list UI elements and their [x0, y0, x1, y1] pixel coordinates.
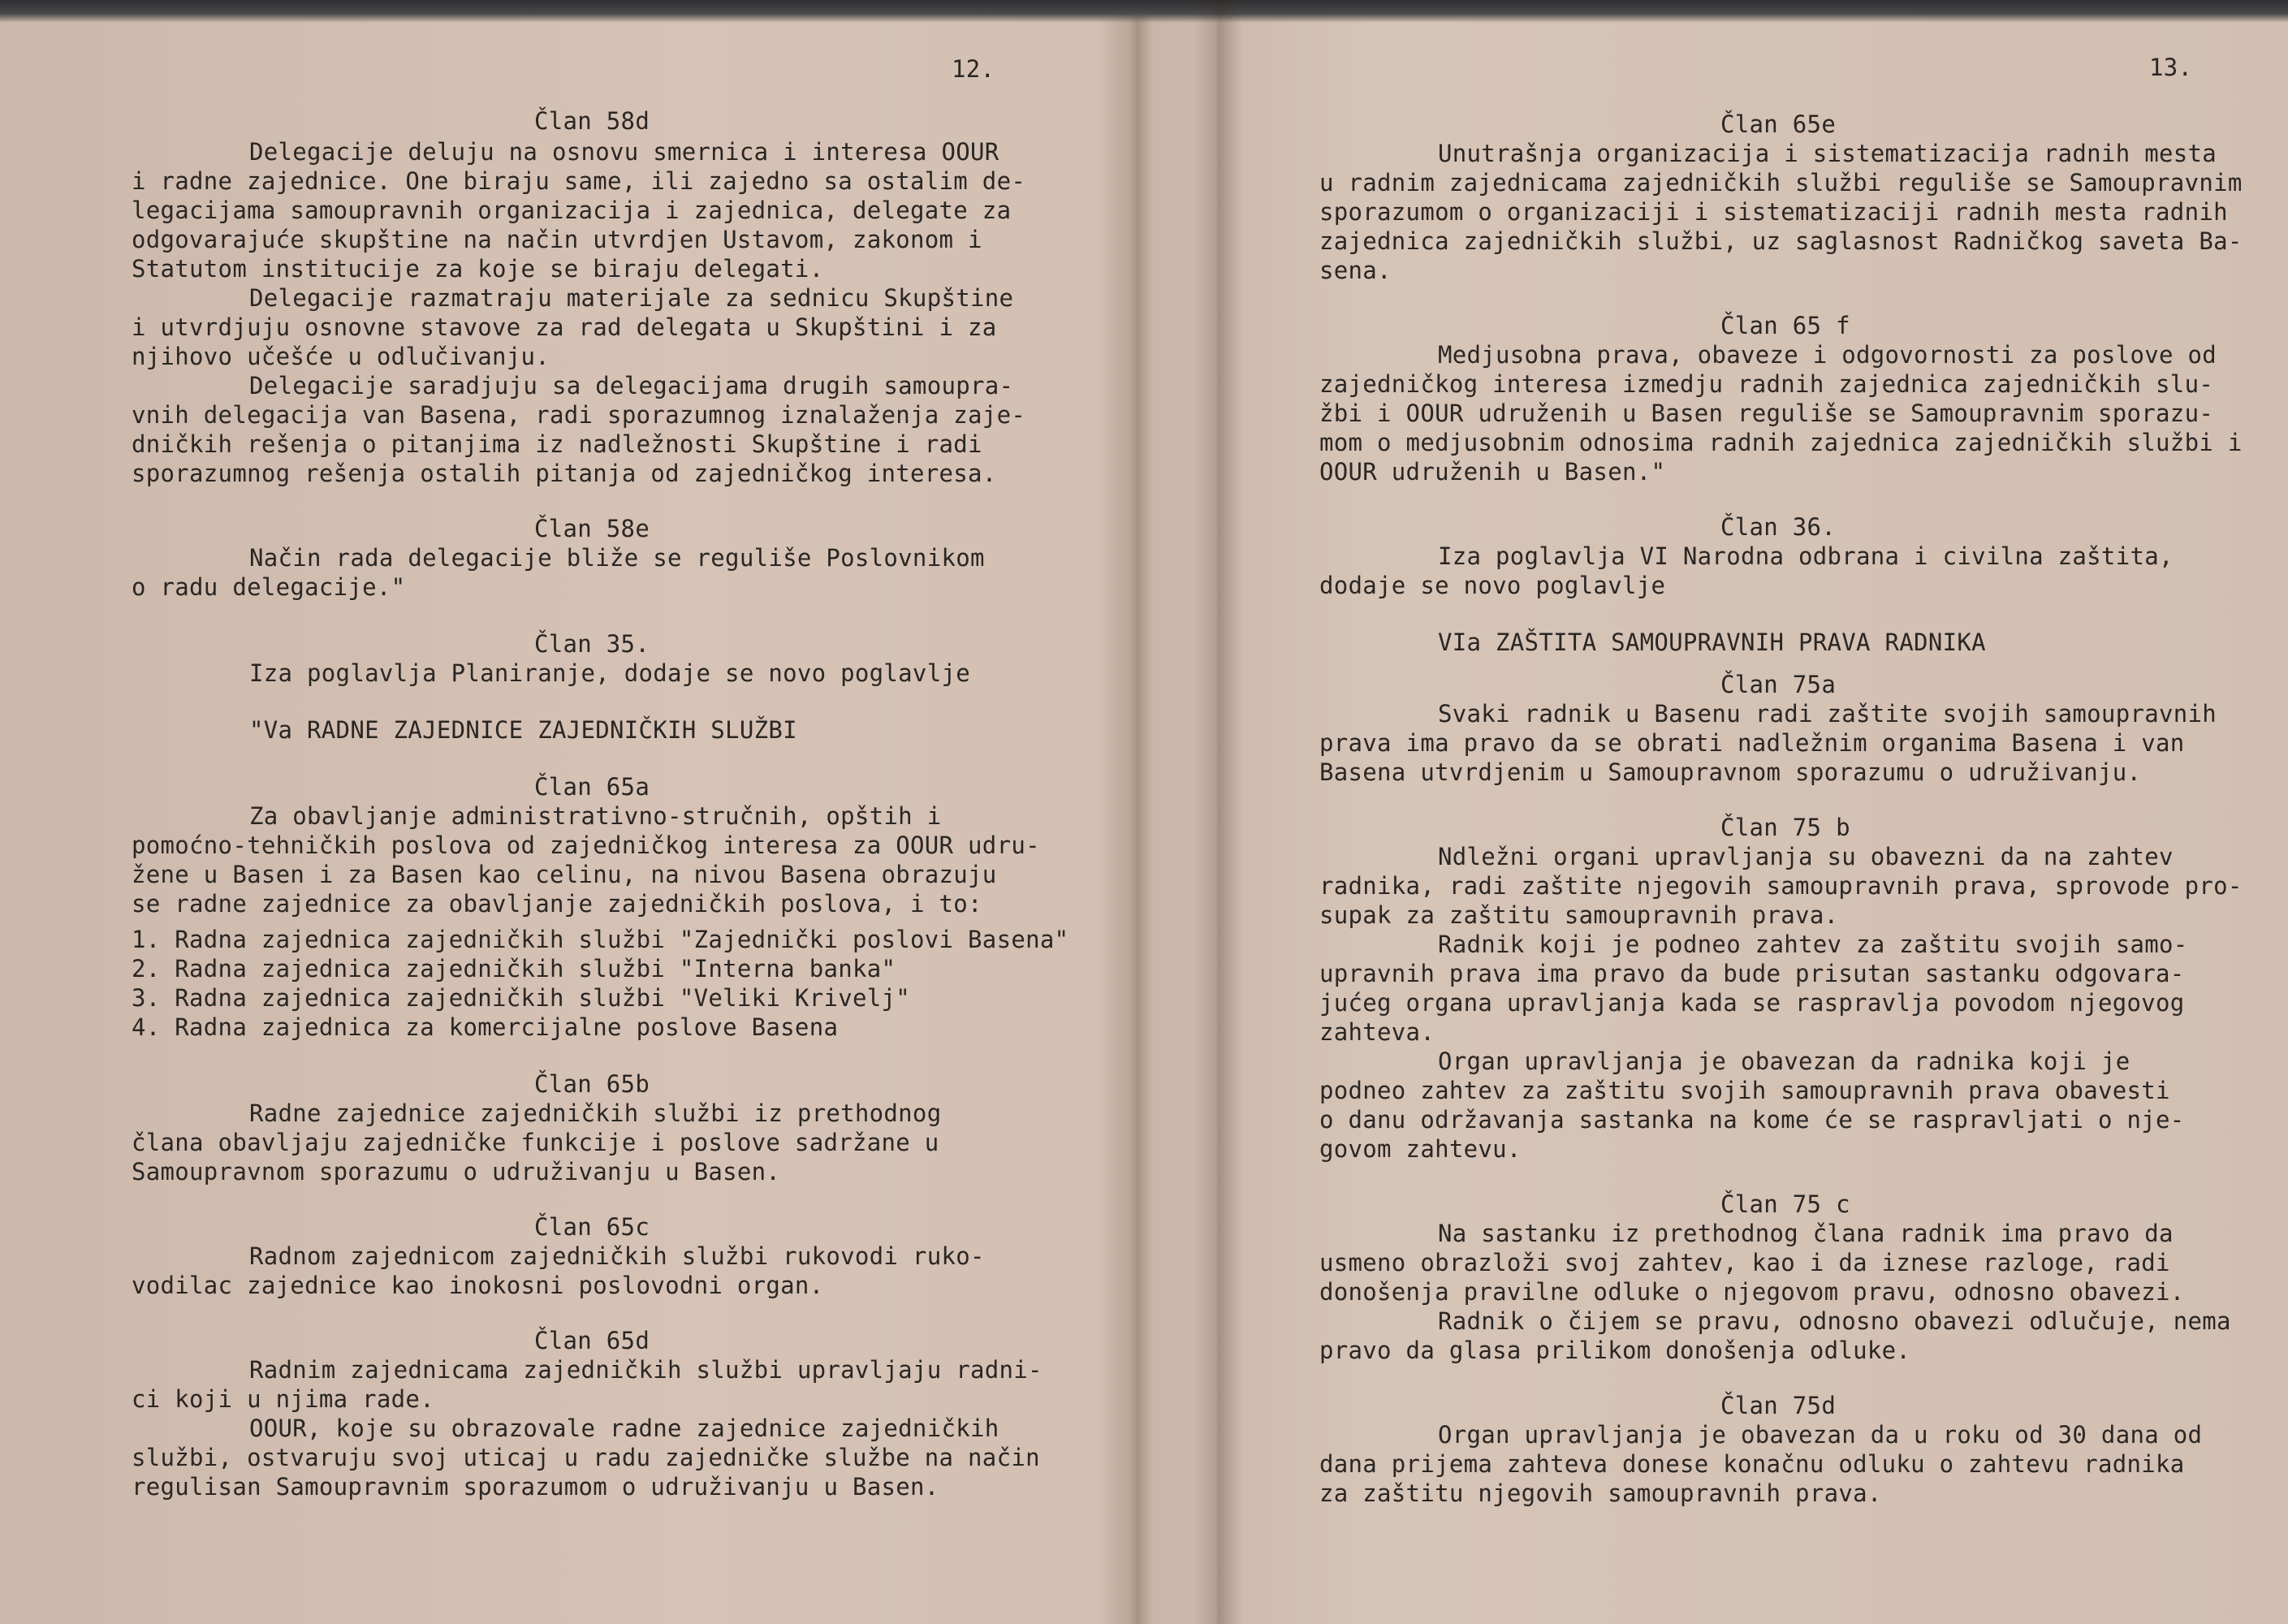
text-line: Radnik o čijem se pravu, odnosno obavezi odlučuje, nema	[1438, 1307, 2231, 1335]
article-heading: Član 65d	[534, 1327, 650, 1354]
text-line: OOUR udruženih u Basen."	[1319, 458, 1666, 486]
text-line: donošenja pravilne odluke o njegovom pravu, odnosno obavezi.	[1319, 1278, 2185, 1306]
article-heading: Član 75 c	[1720, 1190, 1850, 1218]
text-line: pravo da glasa prilikom donošenja odluke.	[1319, 1337, 1911, 1364]
text-line: OOUR, koje su obrazovale radne zajednice zajedničkih	[249, 1415, 999, 1442]
article-heading: Član 58d	[534, 107, 650, 135]
text-line: i radne zajednice. One biraju same, ili zajedno sa ostalim de-	[132, 167, 1026, 195]
text-line: Organ upravljanja je obavezan da radnika koji je	[1438, 1047, 2130, 1075]
text-line: pomoćno-tehničkih poslova od zajedničkog interesa za OOUR udru-	[132, 831, 1040, 859]
text-line: odgovarajuće skupštine na način utvrdjen Ustavom, zakonom i	[132, 226, 982, 253]
text-line: u radnim zajednicama zajedničkih službi reguliše se Samoupravnim	[1319, 169, 2243, 197]
text-line: Na sastanku iz prethodnog člana radnik ima pravo da	[1438, 1220, 2174, 1247]
chapter-heading: VIa ZAŠTITA SAMOUPRAVNIH PRAVA RADNIKA	[1438, 628, 1986, 656]
text-line: sena.	[1319, 257, 1392, 284]
text-line: usmeno obrazloži svoj zahtev, kao i da iznese razloge, radi	[1319, 1249, 2170, 1276]
article-heading: Član 75a	[1720, 671, 1837, 698]
text-line: Delegacije razmatraju materijale za sednicu Skupštine	[249, 284, 1014, 312]
text-line: zahteva.	[1319, 1018, 1435, 1046]
text-line: Radne zajednice zajedničkih službi iz prethodnog	[249, 1099, 942, 1127]
text-line: dana prijema zahteva donese konačnu odluku o zahtevu radnika	[1319, 1450, 2185, 1478]
article-heading: Član 65a	[534, 773, 650, 801]
text-line: Iza poglavlja VI Narodna odbrana i civilna zaštita,	[1438, 542, 2174, 570]
article-heading: Član 65e	[1720, 110, 1837, 138]
text-line: sporazumom o organizaciji i sistematizaciji radnih mesta radnih	[1319, 198, 2228, 226]
text-line: Radnim zajednicama zajedničkih službi upravljaju radni-	[249, 1356, 1043, 1384]
text-line: Iza poglavlja Planiranje, dodaje se novo poglavlje	[249, 659, 970, 687]
article-heading: Član 75d	[1720, 1392, 1837, 1419]
page-number: 12.	[952, 55, 995, 83]
text-line: Delegacije deluju na osnovu smernica i interesa OOUR	[249, 138, 999, 166]
text-line: žbi i OOUR udruženih u Basen reguliše se Samoupravnim sporazu-	[1319, 400, 2214, 427]
article-heading: Član 35.	[534, 630, 650, 658]
list-item: 1. Radna zajednica zajedničkih službi "Zajednički poslovi Basena"	[132, 926, 1069, 953]
text-line: i utvrdjuju osnovne stavove za rad delegata u Skupštini i za	[132, 313, 997, 341]
article-heading: Član 65b	[534, 1070, 650, 1098]
chapter-heading: "Va RADNE ZAJEDNICE ZAJEDNIČKIH SLUŽBI	[249, 716, 797, 744]
scan-top-edge	[0, 0, 2288, 23]
text-line: člana obavljaju zajedničke funkcije i poslove sadržane u	[132, 1129, 939, 1156]
text-line: Samoupravnom sporazumu o udruživanju u Basen.	[132, 1158, 781, 1186]
text-line: Medjusobna prava, obaveze i odgovornosti za poslove od	[1438, 341, 2217, 369]
article-heading: Član 75 b	[1720, 814, 1850, 841]
text-line: supak za zaštitu samoupravnih prava.	[1319, 901, 1839, 929]
text-line: prava ima pravo da se obrati nadležnim organima Basena i van	[1319, 729, 2185, 757]
text-line: zajednica zajedničkih službi, uz saglasnost Radničkog saveta Ba-	[1319, 227, 2243, 255]
text-line: Radnom zajednicom zajedničkih službi rukovodi ruko-	[249, 1242, 985, 1270]
text-line: Statutom institucije za koje se biraju delegati.	[132, 255, 824, 283]
article-heading: Član 65c	[534, 1213, 650, 1241]
text-line: regulisan Samoupravnim sporazumom o udruživanju u Basen.	[132, 1473, 939, 1501]
article-heading: Član 58e	[534, 515, 650, 542]
text-line: podneo zahtev za zaštitu svojih samoupravnih prava obavesti	[1319, 1077, 2170, 1104]
text-line: žene u Basen i za Basen kao celinu, na nivou Basena obrazuju	[132, 861, 997, 888]
text-line: za zaštitu njegovih samoupravnih prava.	[1319, 1479, 1882, 1507]
text-line: njihovo učešće u odlučivanju.	[132, 343, 550, 370]
text-line: mom o medjusobnim odnosima radnih zajednica zajedničkih službi i	[1319, 429, 2243, 456]
article-heading: Član 65 f	[1720, 312, 1850, 339]
text-line: se radne zajednice za obavljanje zajedničkih poslova, i to:	[132, 890, 982, 918]
text-line: o radu delegacije."	[132, 573, 406, 601]
text-line: sporazumnog rešenja ostalih pitanja od zajedničkog interesa.	[132, 460, 997, 487]
list-item: 3. Radna zajednica zajedničkih službi "Veliki Krivelj"	[132, 984, 911, 1012]
text-line: vodilac zajednice kao inokosni poslovodni organ.	[132, 1272, 824, 1299]
article-heading: Član 36.	[1720, 513, 1837, 541]
text-line: upravnih prava ima pravo da bude prisutan sastanku odgovara-	[1319, 960, 2185, 987]
left-page	[0, 23, 1218, 1624]
text-line: dničkih rešenja o pitanjima iz nadležnosti Skupštine i radi	[132, 430, 982, 458]
text-line: Ndležni organi upravljanja su obavezni da na zahtev	[1438, 843, 2174, 870]
text-line: Delegacije saradjuju sa delegacijama drugih samoupra-	[249, 372, 1014, 400]
text-line: legacijama samoupravnih organizacija i zajednica, delegate za	[132, 197, 1012, 224]
list-item: 2. Radna zajednica zajedničkih službi "Interna banka"	[132, 955, 896, 983]
text-line: radnika, radi zaštite njegovih samoupravnih prava, sprovode pro-	[1319, 872, 2243, 900]
right-page	[1222, 23, 2288, 1624]
text-line: Za obavljanje administrativno-stručnih, opštih i	[249, 802, 942, 830]
text-line: Basena utvrdjenim u Samoupravnom sporazumu o udruživanju.	[1319, 758, 2142, 786]
text-line: Unutrašnja organizacija i sistematizacija radnih mesta	[1438, 140, 2217, 167]
text-line: Radnik koji je podneo zahtev za zaštitu svojih samo-	[1438, 931, 2188, 958]
text-line: o danu održavanja sastanka na kome će se raspravljati o nje-	[1319, 1106, 2185, 1134]
page-number: 13.	[2149, 54, 2193, 81]
text-line: ci koji u njima rade.	[132, 1385, 434, 1413]
list-item: 4. Radna zajednica za komercijalne poslove Basena	[132, 1013, 839, 1041]
text-line: Organ upravljanja je obavezan da u roku od 30 dana od	[1438, 1421, 2203, 1449]
text-line: jućeg organa upravljanja kada se raspravlja povodom njegovog	[1319, 989, 2185, 1017]
text-line: službi, ostvaruju svoj uticaj u radu zajedničke službe na način	[132, 1444, 1040, 1471]
text-line: Način rada delegacije bliže se reguliše Poslovnikom	[249, 544, 985, 572]
text-line: govom zahtevu.	[1319, 1135, 1522, 1163]
text-line: zajedničkog interesa izmedju radnih zajednica zajedničkih slu-	[1319, 370, 2214, 398]
text-line: vnih delegacija van Basena, radi sporazumnog iznalaženja zaje-	[132, 401, 1026, 429]
text-line: dodaje se novo poglavlje	[1319, 572, 1666, 599]
text-line: Svaki radnik u Basenu radi zaštite svojih samoupravnih	[1438, 700, 2217, 728]
